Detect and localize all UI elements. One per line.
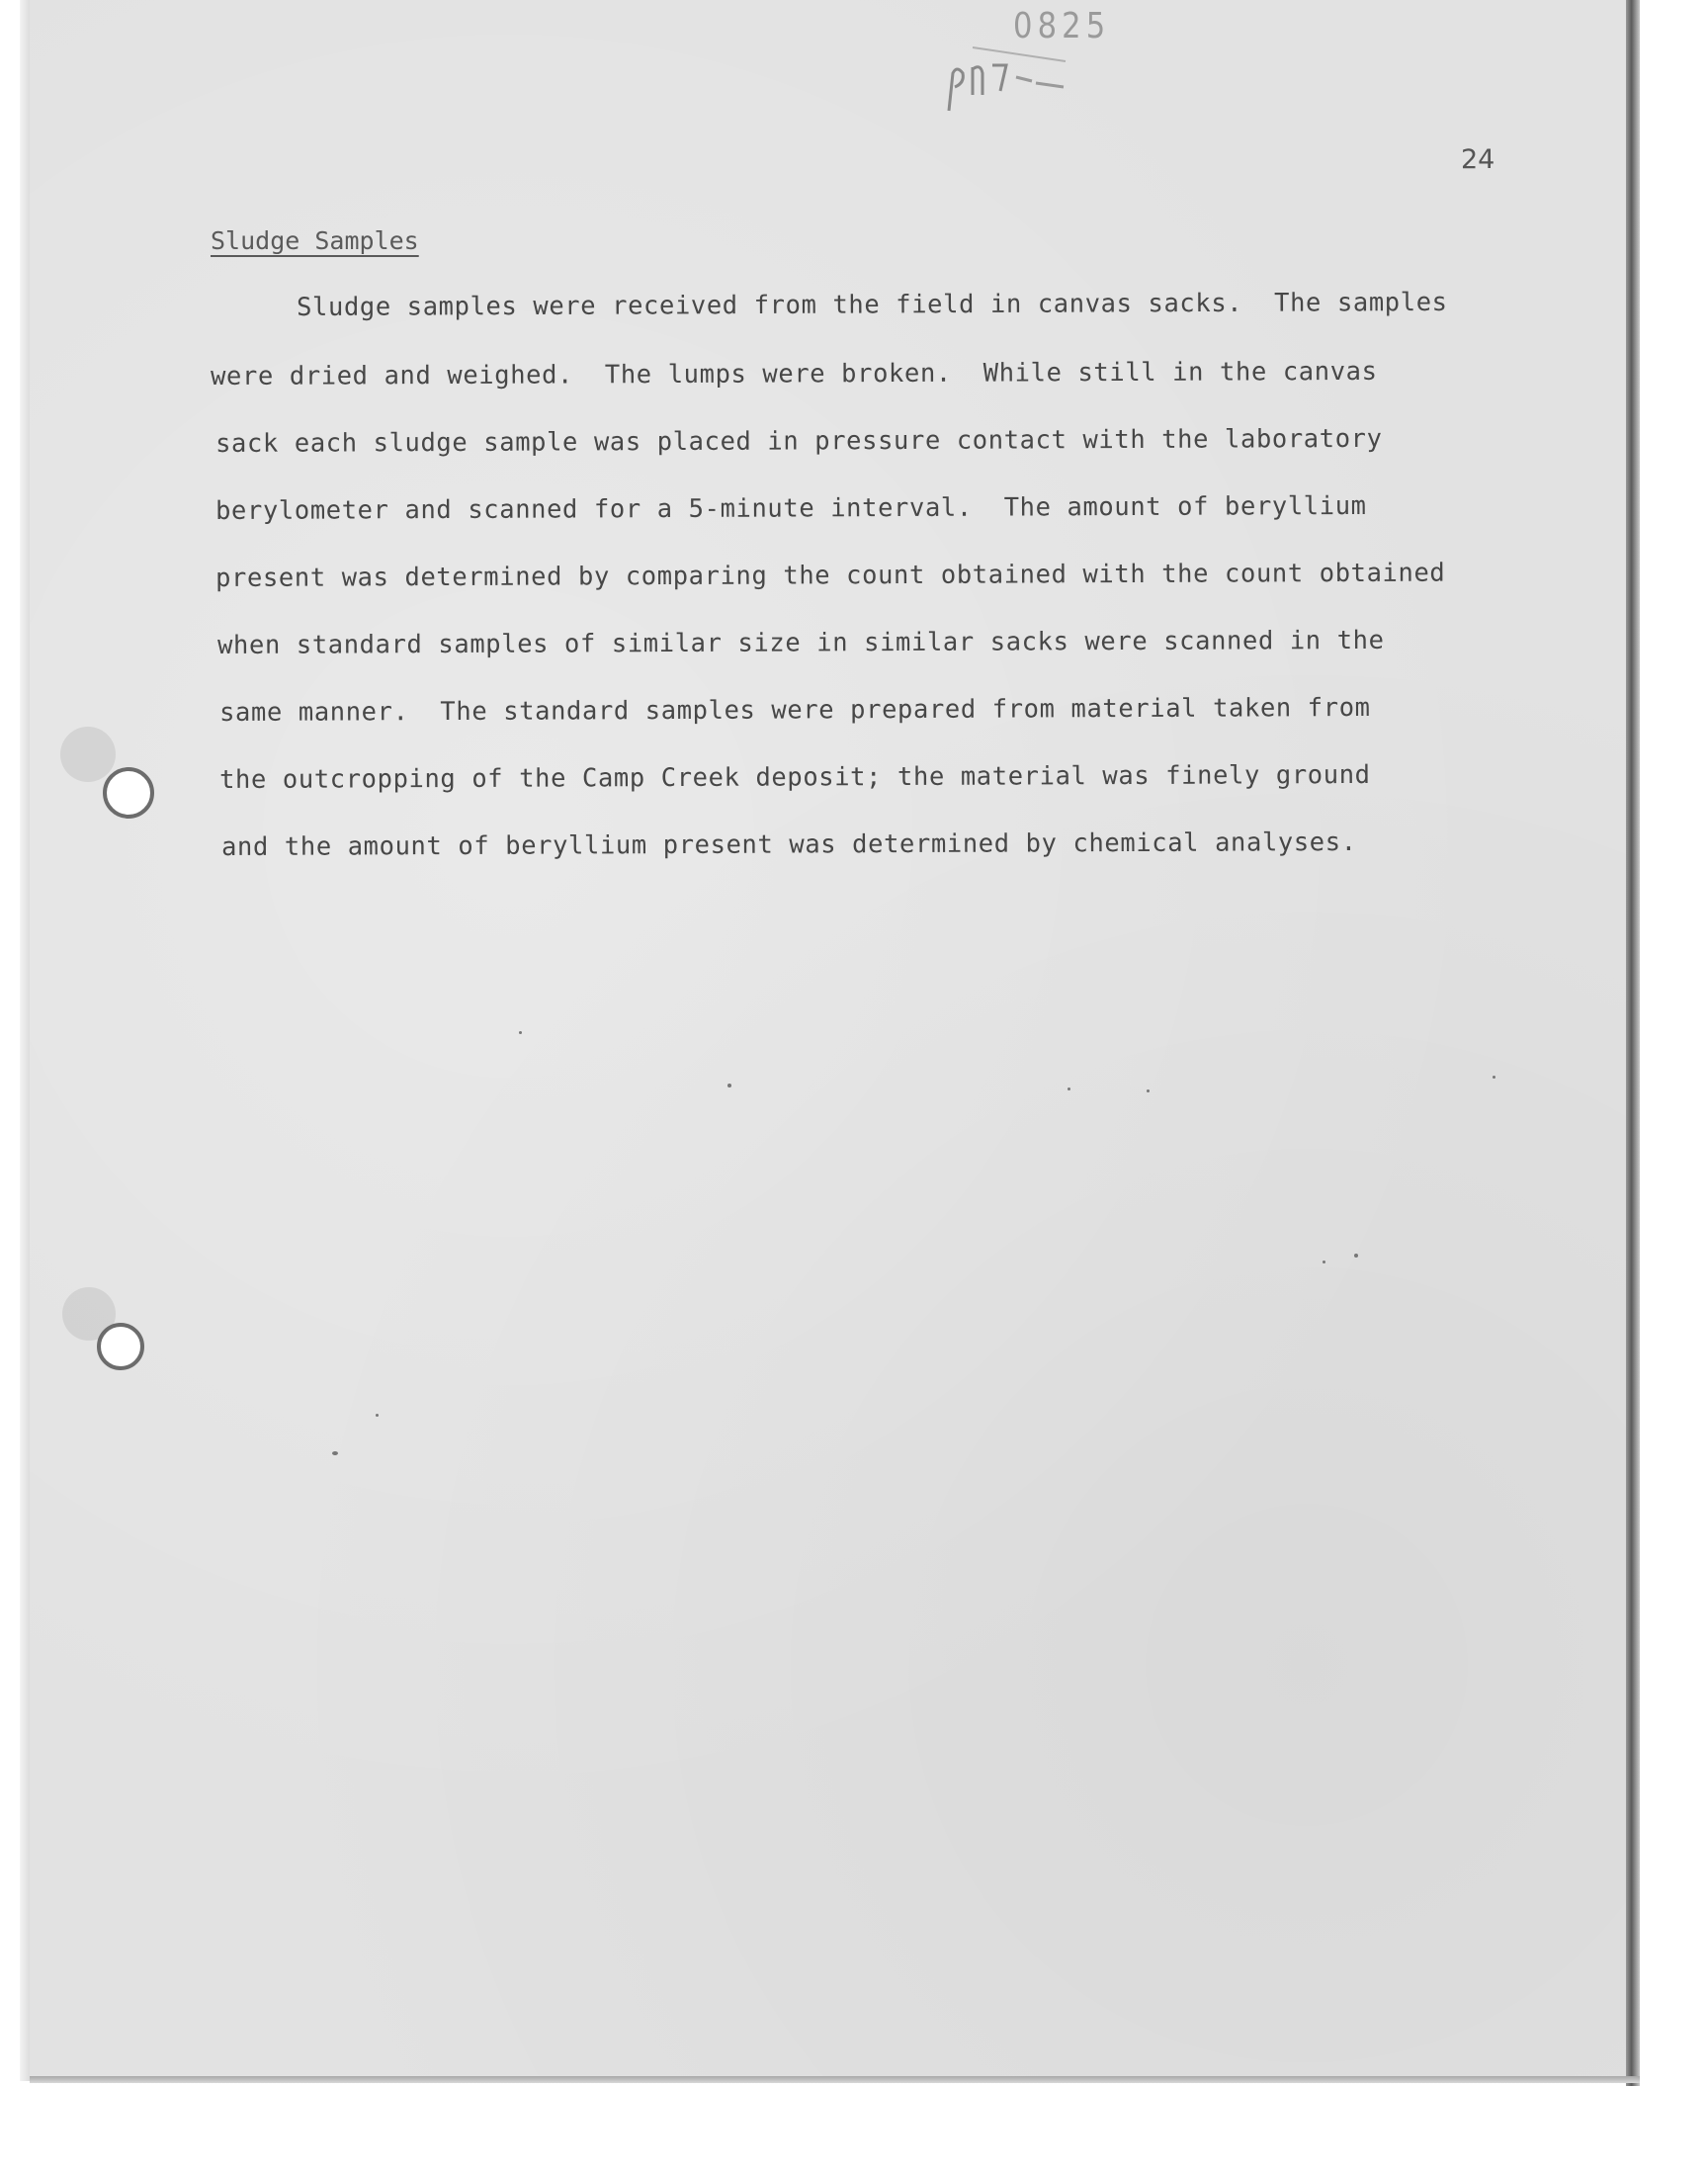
scan-speck <box>1323 1261 1325 1263</box>
paragraph-line: Sludge samples were received from the field in canvas sacks. The samples <box>297 287 1448 322</box>
scan-speck <box>332 1451 338 1455</box>
page-right-edge <box>1626 0 1640 2086</box>
document-stamp-number: 0825 <box>1013 6 1111 46</box>
scan-speck <box>1493 1076 1495 1079</box>
punch-hole <box>97 1323 144 1370</box>
paragraph-line: same manner. The standard samples were prepared from material taken from <box>219 692 1371 728</box>
paragraph-line: when standard samples of similar size in similar sacks were scanned in the <box>217 625 1385 660</box>
paragraph-line: sack each sludge sample was placed in pressure contact with the laboratory <box>215 423 1383 459</box>
paragraph-line: present was determined by comparing the count obtained with the count obtained <box>215 558 1446 593</box>
paragraph-line: the outcropping of the Camp Creek deposit; the material was finely ground <box>219 759 1371 795</box>
section-heading: Sludge Samples <box>211 226 419 255</box>
scan-speck <box>519 1031 522 1034</box>
paragraph-line: and the amount of beryllium present was determined by chemical analyses. <box>221 826 1357 862</box>
scan-speck <box>1354 1254 1358 1258</box>
scan-speck <box>727 1084 731 1088</box>
scan-speck <box>376 1414 379 1417</box>
page-number: 24 <box>1461 144 1495 175</box>
punch-hole-shadow <box>60 727 116 782</box>
paragraph-line: were dried and weighed. The lumps were broken. While still in the canvas <box>211 356 1378 392</box>
scan-speck <box>1068 1088 1070 1090</box>
scan-speck <box>1147 1089 1150 1092</box>
paragraph-line: berylometer and scanned for a 5-minute interval. The amount of beryllium <box>215 490 1367 526</box>
handwritten-note <box>937 44 1115 113</box>
page-bottom-edge <box>30 2076 1640 2083</box>
punch-hole <box>103 767 154 819</box>
